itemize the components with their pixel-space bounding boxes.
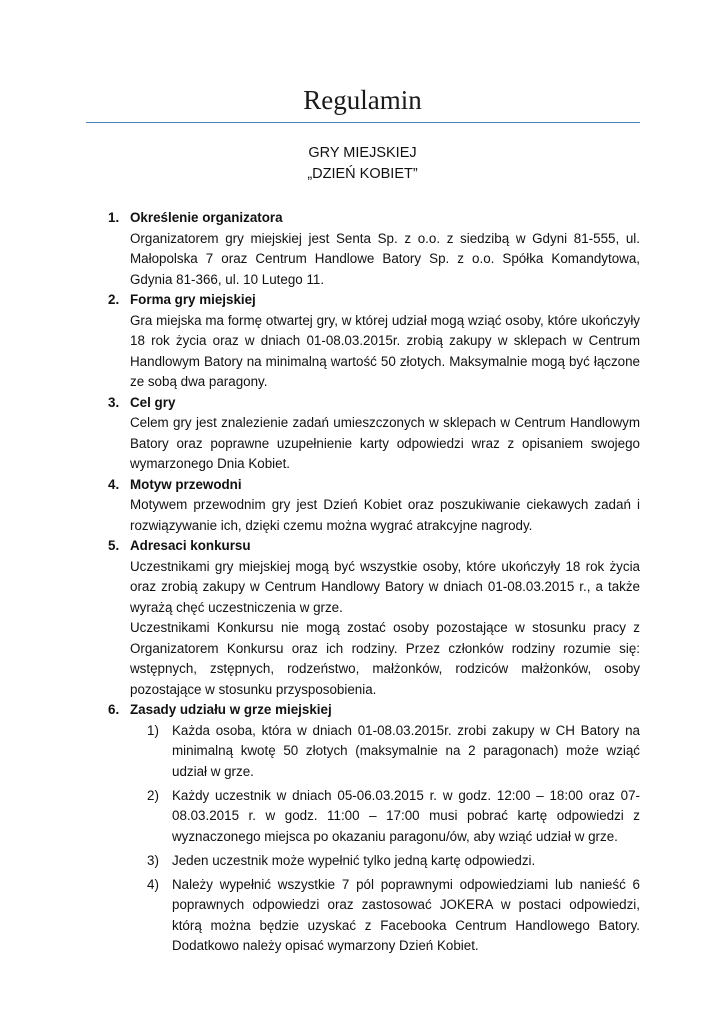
section-number: 2. [108,292,120,307]
section-paragraph: Uczestnikami gry miejskiej mogą być wszystkie osoby, które ukończyły 18 rok życia oraz zrobią zakupy w Centrum Handlowy Batory w dniach 01-08.03.2015 r., a także wyrażą chęć uczestniczenia w grze. [130,558,640,615]
section-participants [86,536,640,700]
rule-item [130,875,640,957]
section-title: Forma gry miejskiej [130,292,256,307]
rule-text: Należy wypełnić wszystkie 7 pól poprawnymi odpowiedziami lub nanieść 6 poprawnych odpowiedzi oraz zastosować JOKERA w postaci odpowiedzi, którą można będzie uzyskać z Facebooka Centrum Handlowego Batory. Dodatkowo należy opisać wymarzony Dzień Kobiet. [172,876,640,953]
rule-text: Jeden uczestnik może wypełnić tylko jedną kartę odpowiedzi. [172,852,536,868]
section-number: 4. [108,476,120,492]
rule-number: 1) [147,722,159,738]
section-title: Zasady udziału w grze miejskiej [130,702,332,717]
subtitle-line-1: GRY MIEJSKIEJ [308,145,417,161]
section-number: 6. [108,702,120,717]
section-title: Adresaci konkursu [130,538,251,553]
section-title: Motyw przewodni [130,476,242,492]
regulations-content [86,208,640,957]
rule-text: Każdy uczestnik w dniach 05-06.03.2015 r. w godz. 12:00 – 18:00 oraz 07-08.03.2015 r. w godz. 11:00 – 17:00 musi pobrać kartę odpowiedzi z wyznaczonego miejsca po okazaniu paragonu/ów, aby wziąć udział w grze. [172,787,640,844]
rule-item [130,851,640,872]
section-theme [86,475,640,537]
subtitle-line-2: „DZIEŃ KOBIET” [307,166,418,182]
section-game-goal [86,393,640,475]
section-organizer [86,208,640,290]
rule-number: 3) [147,852,159,868]
section-paragraph: Gra miejska ma formę otwartej gry, w której udział mogą wziąć osoby, które ukończyły 18 rok życia oraz w dniach 01-08.03.2015r. zrobią zakupy w sklepach w Centrum Handlowym Batory na minimalną wartość 50 złotych. Maksymalnie mogą być łączone ze sobą dwa paragony. [130,312,640,389]
section-title: Określenie organizatora [130,210,283,225]
section-number: 1. [108,210,120,225]
section-number: 3. [108,394,120,410]
title-divider [86,122,640,123]
rule-text: Każda osoba, która w dniach 01-08.03.2015r. zrobi zakupy w CH Batory na minimalną kwotę 50 złotych (maksymalnie na 2 paragonach) może wziąć udział w grze. [172,722,640,779]
rule-item [130,786,640,848]
section-rules [86,700,640,957]
rule-item [130,721,640,783]
rule-number: 2) [147,787,159,803]
section-paragraph: Uczestnikami Konkursu nie mogą zostać osoby pozostające w stosunku pracy z Organizatorem Konkursu oraz ich rodziny. Przez członków rodziny rozumie się: wstępnych, zstępnych, rodzeństwo, małżonków, rodziców małżonków, osoby pozostające w stosunku przysposobienia. [130,620,640,697]
section-paragraph: Celem gry jest znalezienie zadań umieszczonych w sklepach w Centrum Handlowym Batory oraz poprawne uzupełnienie karty odpowiedzi wraz z opisaniem swojego wymarzonego Dnia Kobiet. [130,415,640,471]
document-title: Regulamin [303,85,422,115]
section-number: 5. [108,538,120,553]
section-paragraph: Organizatorem gry miejskiej jest Senta Sp. z o.o. z siedzibą w Gdyni 81-555, ul. Małopolska 7 oraz Centrum Handlowe Batory Sp. z o.o. Spółka Komandytowa, Gdynia 81-366, ul. 10 Lutego 11. [130,230,640,287]
rule-number: 4) [147,876,159,892]
section-paragraph: Motywem przewodnim gry jest Dzień Kobiet oraz poszukiwanie ciekawych zadań i rozwiązywanie ich, dzięki czemu można wygrać atrakcyjne nagrody. [130,497,640,533]
section-title: Cel gry [130,394,176,410]
section-game-form [86,290,640,393]
document-subtitle [85,143,640,185]
